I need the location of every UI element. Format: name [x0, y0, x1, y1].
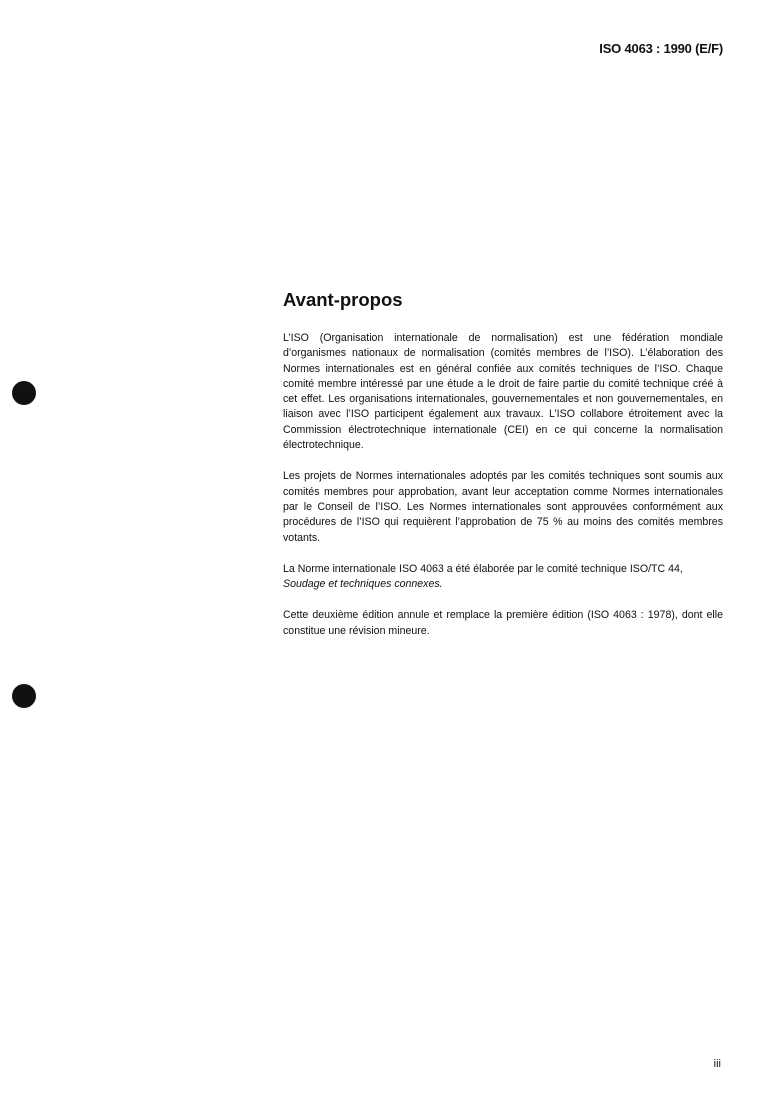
foreword-body — [283, 331, 723, 655]
foreword-title: Avant-propos — [283, 289, 403, 310]
page-number: iii — [713, 1058, 721, 1070]
paragraph-technical-committee — [283, 562, 723, 593]
document-id-header: ISO 4063 : 1990 (E/F) — [599, 41, 723, 56]
committee-title-italic: Soudage et techniques connexes. — [283, 578, 443, 591]
paragraph-committee-text: La Norme internationale ISO 4063 a été élaborée par le comité technique ISO/TC 44, — [283, 562, 683, 575]
paragraph-draft-standards: Les projets de Normes internationales adoptés par les comités techniques sont soumis aux comités membres pour approbation, avant leur acceptation comme Normes internationales par le Conseil de l’ISO. Les Normes internationales sont approuvées conformément aux procédures de l’ISO qui requièrent l’approbation de 75 % au moins des comités membres votants. — [283, 470, 723, 544]
paragraph-iso-organisation: L’ISO (Organisation internationale de normalisation) est une fédération mondiale d’organismes nationaux de normalisation (comités membres de l’ISO). L’élaboration des Normes internationales est en général confiée aux comités techniques de l’ISO. Chaque comité membre intéressé par une étude a le droit de faire partie du comité technique créé à cet effet. Les organisations internationales, gouvernementales et non gouvernementales, en liaison avec l’ISO participent également aux travaux. L’ISO collabore étroitement avec la Commission électrotechnique internationale (CEI) en ce qui concerne la normalisation électrotechnique. — [283, 332, 723, 452]
punch-hole-bottom — [12, 684, 36, 708]
paragraph-edition-note: Cette deuxième édition annule et remplace la première édition (ISO 4063 : 1978), dont elle constitue une révision mineure. — [283, 609, 723, 637]
punch-hole-top — [12, 381, 36, 405]
